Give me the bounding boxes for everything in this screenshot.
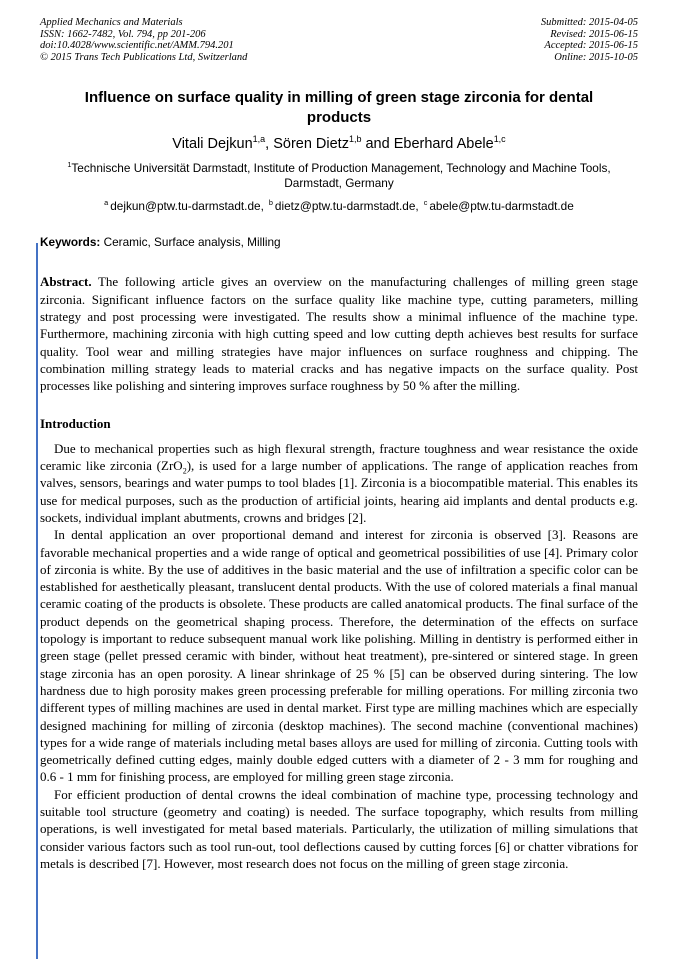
keywords-line xyxy=(40,235,638,250)
intro-paragraph-3: For efficient production of dental crowns the ideal combination of machine type, processing technology and suitable tool structure (geometry and coating) is needed. The surface topography, which results from milling operations, is well investigated for metal based materials. Particularly, the utilization of milling simulations that consider various factors such as tool run-out, tool deflections caused by cutting forces [6] or chatter vibrations for metals is described [7]. However, most research does not focus on the milling of green stage zirconia. xyxy=(40,786,638,871)
paper-title: Influence on surface quality in milling of green stage zirconia for dental products xyxy=(84,89,594,127)
email-b: dietz@ptw.tu-darmstadt.de, xyxy=(274,199,419,214)
email-c-sup: c xyxy=(423,198,428,208)
submitted-date: Submitted: 2015-04-05 xyxy=(540,17,638,28)
journal-copyright: © 2015 Trans Tech Publications Ltd, Switzerland xyxy=(40,51,248,63)
author-3: Eberhard Abele xyxy=(393,136,494,153)
publication-header xyxy=(40,17,638,63)
online-date: Online: 2015-10-05 xyxy=(554,51,638,63)
journal-issn-volume: ISSN: 1662-7482, Vol. 794, pp 201-206 xyxy=(40,28,206,40)
email-group-b xyxy=(269,199,419,213)
abstract-paragraph xyxy=(40,273,638,394)
intro-paragraph-1 xyxy=(40,440,638,526)
intro-paragraph-1-text-a: Due to mechanical properties such as high flexural strength, fracture toughness and wear resistance the oxide ceramic like zirconia (ZrO xyxy=(40,440,638,474)
affiliation-line xyxy=(40,161,638,191)
affiliation-sup: 1 xyxy=(67,160,72,170)
intro-paragraph-2: In dental application an over proportional demand and interest for zirconia is observed [3]. Reasons are favorable mechanical properties and a wide range of optical and geometrical possibilities of use [4]. Primary color of zirconia is white. By the use of additives in the basic material and the use of infiltration a specific color can be established for aesthetically pleasant, translucent dental products. With the use of colored materials a final manual ceramic coating of the products is obsolete. These products are called anatomical products. The final surface of the product depends on the geometrical shaping process. Therefore, the determination of the effects on surface topology is important to reduce subsequent manual work like polishing. Milling in dentistry is performed either in green stage (pellet pressed ceramic with binder, without heat treatment), pre-sintered or sintered stage. In green stage zirconia has an open porosity. A linear shrinkage of 25 % [5] can be observed during sintering. The low hardness due to high porosity makes green processing preferable for milling operations. For milling zirconia two different types of milling machines are used in dental market. First type are milling machines which are especially designed machining for milling of zirconia (desktop machines). The second machine (conventional machines) types for a wide range of materials including metal bases alloys are used for milling of zirconia. Cutting tools with geometrically defined cutting edges, mainly double edged cutters with a diameter of 2 - 3 mm for roughing and 0.6 - 1 mm for finishing process, are employed for milling green stage zirconia. xyxy=(40,527,638,785)
keywords-label: Keywords: xyxy=(40,235,101,250)
abstract-text: The following article gives an overview on the manufacturing challenges of milling green stage zirconia. Significant influence factors on the surface quality like machine type, cutting parameters, milling strategy and post processing were investigated. The results show a minimal influence of the machine type. Furthermore, machining zirconia with high cutting speed and low cutting depth achieves best results for surface quality. Tool wear and milling strategies have major influences on surface roughness and chipping. The combination milling strategy leads to material cracks and has negative impacts on the surface quality. Post processes like polishing and sintering improves surface roughness by 50 % after the milling. xyxy=(40,274,638,394)
author-2-affiliation-sup: 1,b xyxy=(348,134,362,145)
email-c: abele@ptw.tu-darmstadt.de xyxy=(429,199,574,214)
accepted-date: Accepted: 2015-06-15 xyxy=(544,40,638,52)
submission-dates xyxy=(541,17,638,63)
abstract-label: Abstract. xyxy=(40,274,92,290)
journal-doi: doi:10.4028/www.scientific.net/AMM.794.201 xyxy=(40,40,234,52)
author-separator-1: , xyxy=(265,136,274,153)
email-group-a xyxy=(104,199,264,213)
author-1-affiliation-sup: 1,a xyxy=(252,134,266,145)
journal-name: Applied Mechanics and Materials xyxy=(40,17,183,28)
revised-date: Revised: 2015-06-15 xyxy=(550,28,638,40)
affiliation-text: Technische Universität Darmstadt, Institute of Production Management, Technology and Machine Tools, Darmstadt, Germany xyxy=(71,161,611,191)
author-3-affiliation-sup: 1,c xyxy=(493,134,506,145)
author-2: Sören Dietz xyxy=(273,136,349,153)
intro-paragraph-1-text-b: ), is used for a large number of applications. The range of application reaches from valves, sensors, bearings and water pumps to tool blades [1]. Zirconia is a biocompatible material. This enables its use for medical purposes, such as the production of artificial joints, hearing aid implants and dental products e.g. sockets, individual implant abutments, crowns and bridges [2]. xyxy=(40,458,639,525)
zro2-subscript: 2 xyxy=(182,466,187,476)
introduction-heading: Introduction xyxy=(40,416,111,432)
keywords-text: Ceramic, Surface analysis, Milling xyxy=(100,235,281,250)
author-line xyxy=(40,135,638,154)
journal-info xyxy=(40,17,247,63)
email-line xyxy=(40,199,638,214)
email-a: dejkun@ptw.tu-darmstadt.de, xyxy=(110,199,264,214)
author-1: Vitali Dejkun xyxy=(172,136,253,153)
email-a-sup: a xyxy=(104,198,109,208)
email-b-sup: b xyxy=(268,198,273,208)
email-group-c xyxy=(424,199,574,213)
author-separator-2: and xyxy=(361,136,394,153)
